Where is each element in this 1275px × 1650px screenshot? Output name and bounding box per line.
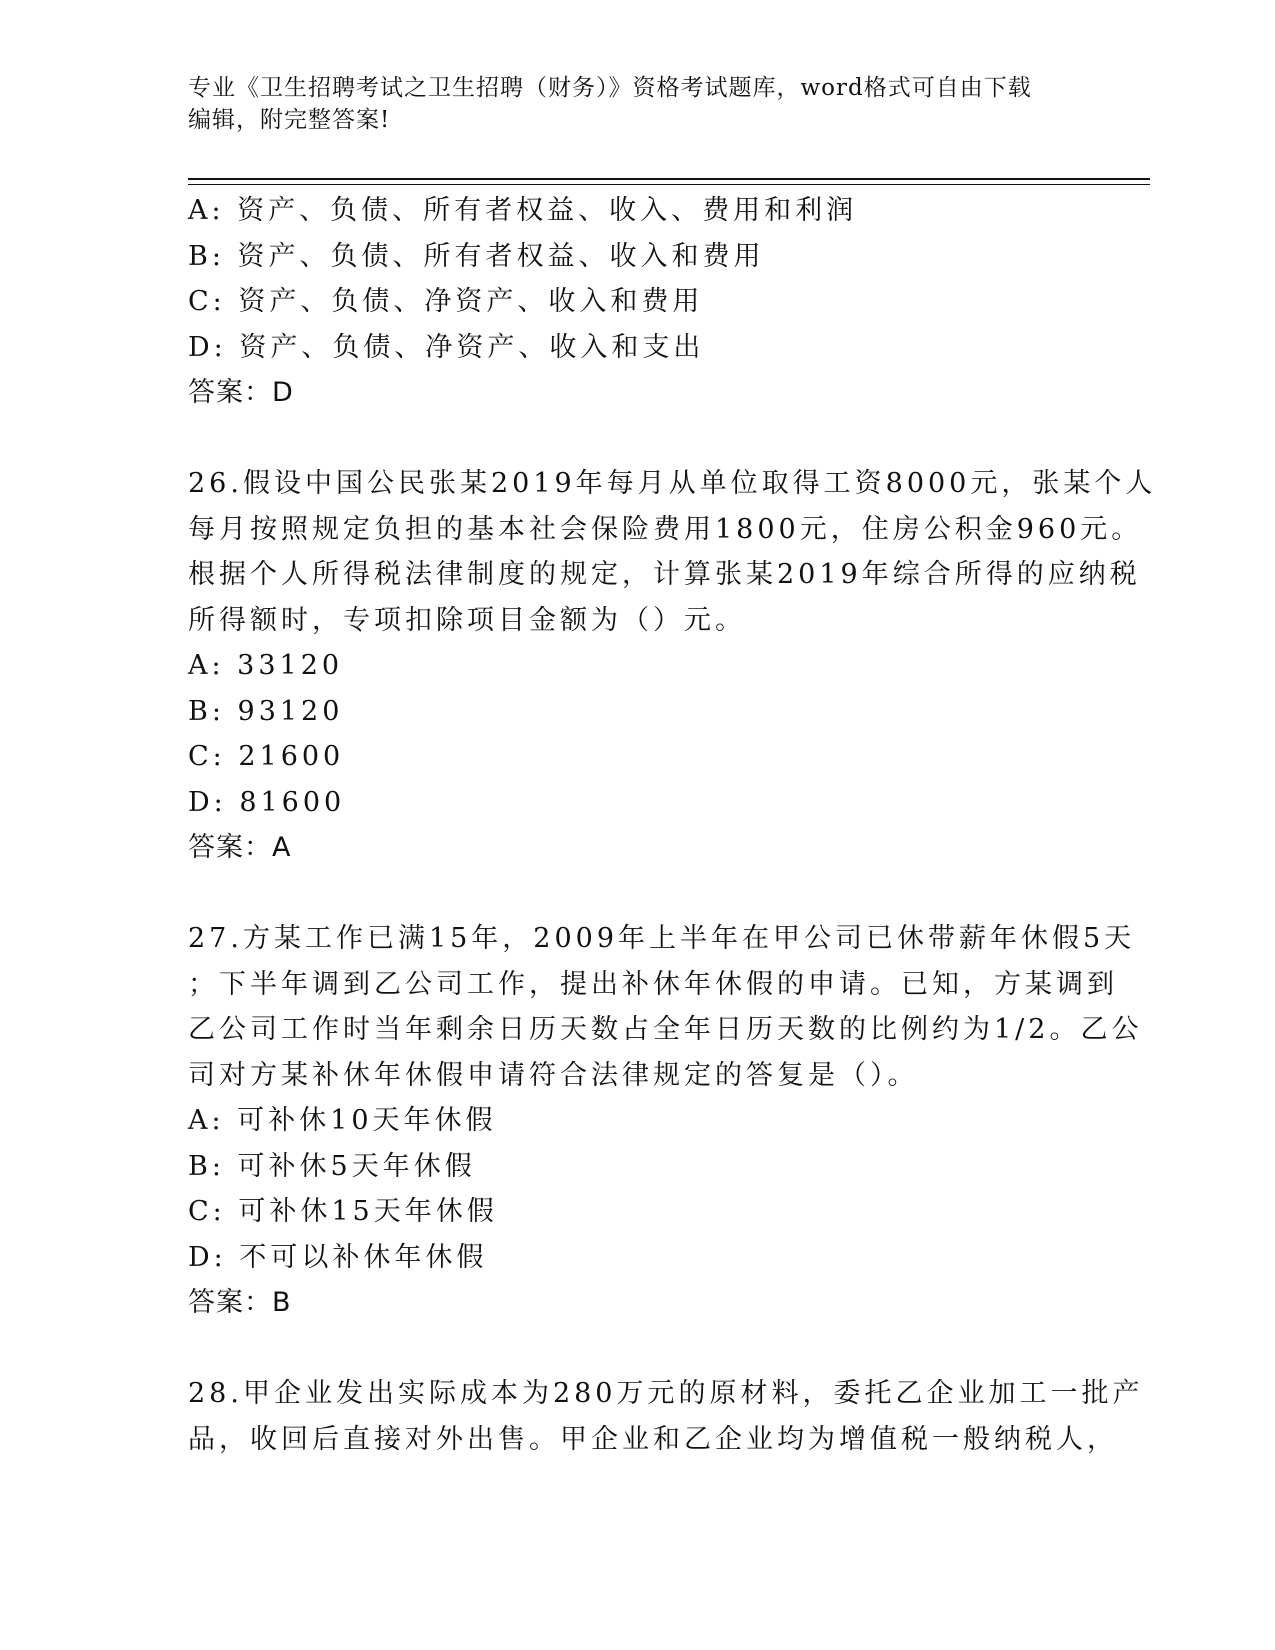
option-a: A: 可补休10天年休假 xyxy=(188,1105,497,1136)
option-c: C: 资产、负债、净资产、收入和费用 xyxy=(188,286,704,317)
option-c: C: 21600 xyxy=(188,741,345,772)
option-a: A: 资产、负债、所有者权益、收入、费用和利润 xyxy=(188,195,858,226)
option-b: B: 资产、负债、所有者权益、收入和费用 xyxy=(188,240,765,272)
question-list xyxy=(188,188,1157,1462)
question-text-line: 28.甲企业发出实际成本为280万元的原材料，委托乙企业加工一批产 xyxy=(188,1378,1144,1409)
option-c: C: 可补休15天年休假 xyxy=(188,1196,498,1227)
spacer xyxy=(188,1326,1088,1372)
answer: 答案：A xyxy=(188,832,292,863)
question-text-line: 品，收回后直接对外出售。甲企业和乙企业均为增值税一般纳税人， xyxy=(188,1423,1118,1455)
question-text-line: 所得额时，专项扣除项目金额为（）元。 xyxy=(188,604,746,636)
option-d: D: 81600 xyxy=(188,786,346,818)
question-28 xyxy=(188,1371,1144,1462)
header-line-1: 专业《卫生招聘考试之卫生招聘（财务）》资格考试题库，word格式可自由下载 xyxy=(188,75,1032,101)
question-text-line: ；下半年调到乙公司工作，提出补休年休假的申请。已知，方某调到 xyxy=(188,968,1118,1000)
spacer xyxy=(188,416,1088,462)
question-text-line: 每月按照规定负担的基本社会保险费用1800元，住房公积金960元。 xyxy=(188,513,1143,545)
option-d: D: 不可以补休年休假 xyxy=(188,1241,488,1273)
spacer xyxy=(188,871,1088,917)
document-header xyxy=(188,72,1068,136)
header-divider-thin xyxy=(188,184,1150,185)
option-b: B: 93120 xyxy=(188,695,344,727)
question-text-line: 根据个人所得税法律制度的规定，计算张某2019年综合所得的应纳税 xyxy=(188,559,1141,590)
header-line-2: 编辑，附完整答案! xyxy=(188,107,391,133)
option-a: A: 33120 xyxy=(188,650,344,681)
question-text-line: 司对方某补休年休假申请符合法律规定的答复是（）。 xyxy=(188,1059,919,1091)
option-b: B: 可补休5天年休假 xyxy=(188,1150,476,1182)
question-27 xyxy=(188,916,1143,1326)
question-25 xyxy=(188,188,1088,416)
question-text-line: 27.方某工作已满15年，2009年上半年在甲公司已休带薪年休假5天 xyxy=(188,923,1136,954)
option-d: D: 资产、负债、净资产、收入和支出 xyxy=(188,331,705,363)
question-text-line: 26.假设中国公民张某2019年每月从单位取得工资8000元，张某个人 xyxy=(188,468,1157,499)
question-text-line: 乙公司工作时当年剩余日历天数占全年日历天数的比例约为1/2。乙公 xyxy=(188,1014,1143,1045)
answer: 答案：B xyxy=(188,1287,292,1318)
question-26 xyxy=(188,461,1157,871)
header-divider-thick xyxy=(188,178,1150,180)
answer: 答案：D xyxy=(188,377,294,408)
